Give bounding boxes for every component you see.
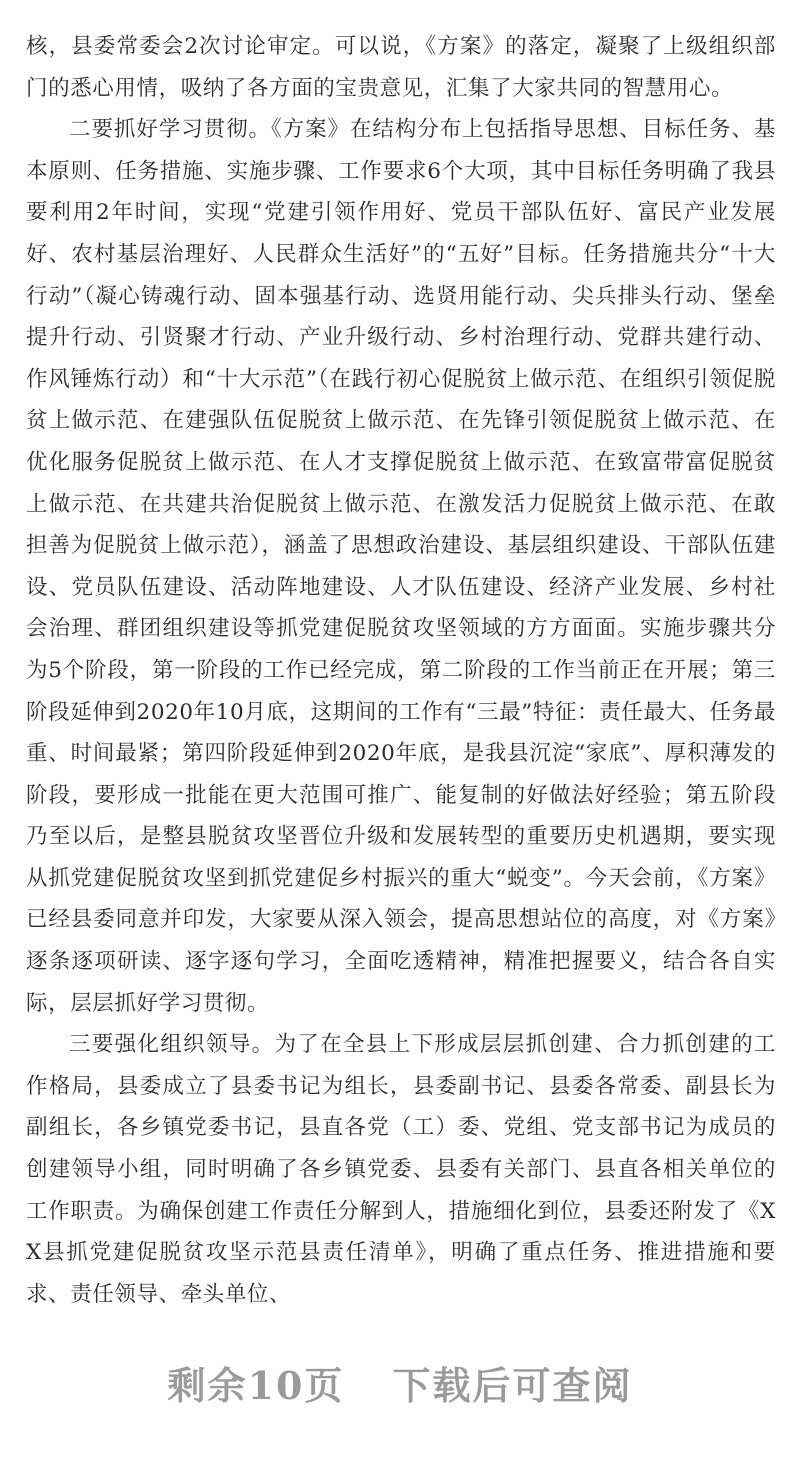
- download-prompt[interactable]: [168, 1355, 633, 1410]
- download-hint-label: 下载后可查阅: [392, 1363, 633, 1408]
- remaining-pages-label: 剩余10页: [167, 1363, 345, 1408]
- document-body: [26, 26, 776, 1315]
- paragraph-2: 二要抓好学习贯彻。《方案》在结构分布上包括指导思想、目标任务、基本原则、任务措施、实施步骤、工作要求6个大项，其中目标任务明确了我县要利用2年时间，实现“党建引领作用好、党员干部队伍好、富民产业发展好、农村基层治理好、人民群众生活好”的“五好”目标。任务措施共分“十大行动”（凝心铸魂行动、固本强基行动、选贤用能行动、尖兵排头行动、堡垒提升行动、引贤聚才行动、产业升级行动、乡村治理行动、党群共建行动、作风锤炼行动）和“十大示范”（在践行初心促脱贫上做示范、在组织引领促脱贫上做示范、在建强队伍促脱贫上做示范、在先锋引领促脱贫上做示范、在优化服务促脱贫上做示范、在人才支撑促脱贫上做示范、在致富带富促脱贫上做示范、在共建共治促脱贫上做示范、在激发活力促脱贫上做示范、在敢担善为促脱贫上做示范），涵盖了思想政治建设、基层组织建设、干部队伍建设、党员队伍建设、活动阵地建设、人才队伍建设、经济产业发展、乡村社会治理、群团组织建设等抓党建促脱贫攻坚领域的方方面面。实施步骤共分为5个阶段，第一阶段的工作已经完成，第二阶段的工作当前正在开展；第三阶段延伸到2020年10月底，这期间的工作有“三最”特征：责任最大、任务最重、时间最紧；第四阶段延伸到2020年底，是我县沉淀“家底”、厚积薄发的阶段，要形成一批能在更大范围可推广、能复制的好做法好经验；第五阶段乃至以后，是整县脱贫攻坚晋位升级和发展转型的重要历史机遇期，要实现从抓党建促脱贫攻坚到抓党建促乡村振兴的重大“蜕变”。今天会前，《方案》已经县委同意并印发，大家要从深入领会，提高思想站位的高度，对《方案》逐条逐项研读、逐字逐句学习，全面吃透精神，精准把握要义，结合各自实际，层层抓好学习贯彻。: [26, 117, 776, 1016]
- paragraph-1: 核，县委常委会2次讨论审定。可以说，《方案》的落定，凝聚了上级组织部门的悉心用情，吸纳了各方面的宝贵意见，汇集了大家共同的智慧用心。: [26, 34, 776, 101]
- preview-footer: [0, 1355, 800, 1410]
- paragraph-3: 三要强化组织领导。为了在全县上下形成层层抓创建、合力抓创建的工作格局，县委成立了县委书记为组长，县委副书记、县委各常委、副县长为副组长，各乡镇党委书记，县直各党（工）委、党组、党支部书记为成员的创建领导小组，同时明确了各乡镇党委、县委有关部门、县直各相关单位的工作职责。为确保创建工作责任分解到人，措施细化到位，县委还附发了《XX县抓党建促脱贫攻坚示范县责任清单》，明确了重点任务、推进措施和要求、责任领导、牵头单位、: [26, 1032, 776, 1307]
